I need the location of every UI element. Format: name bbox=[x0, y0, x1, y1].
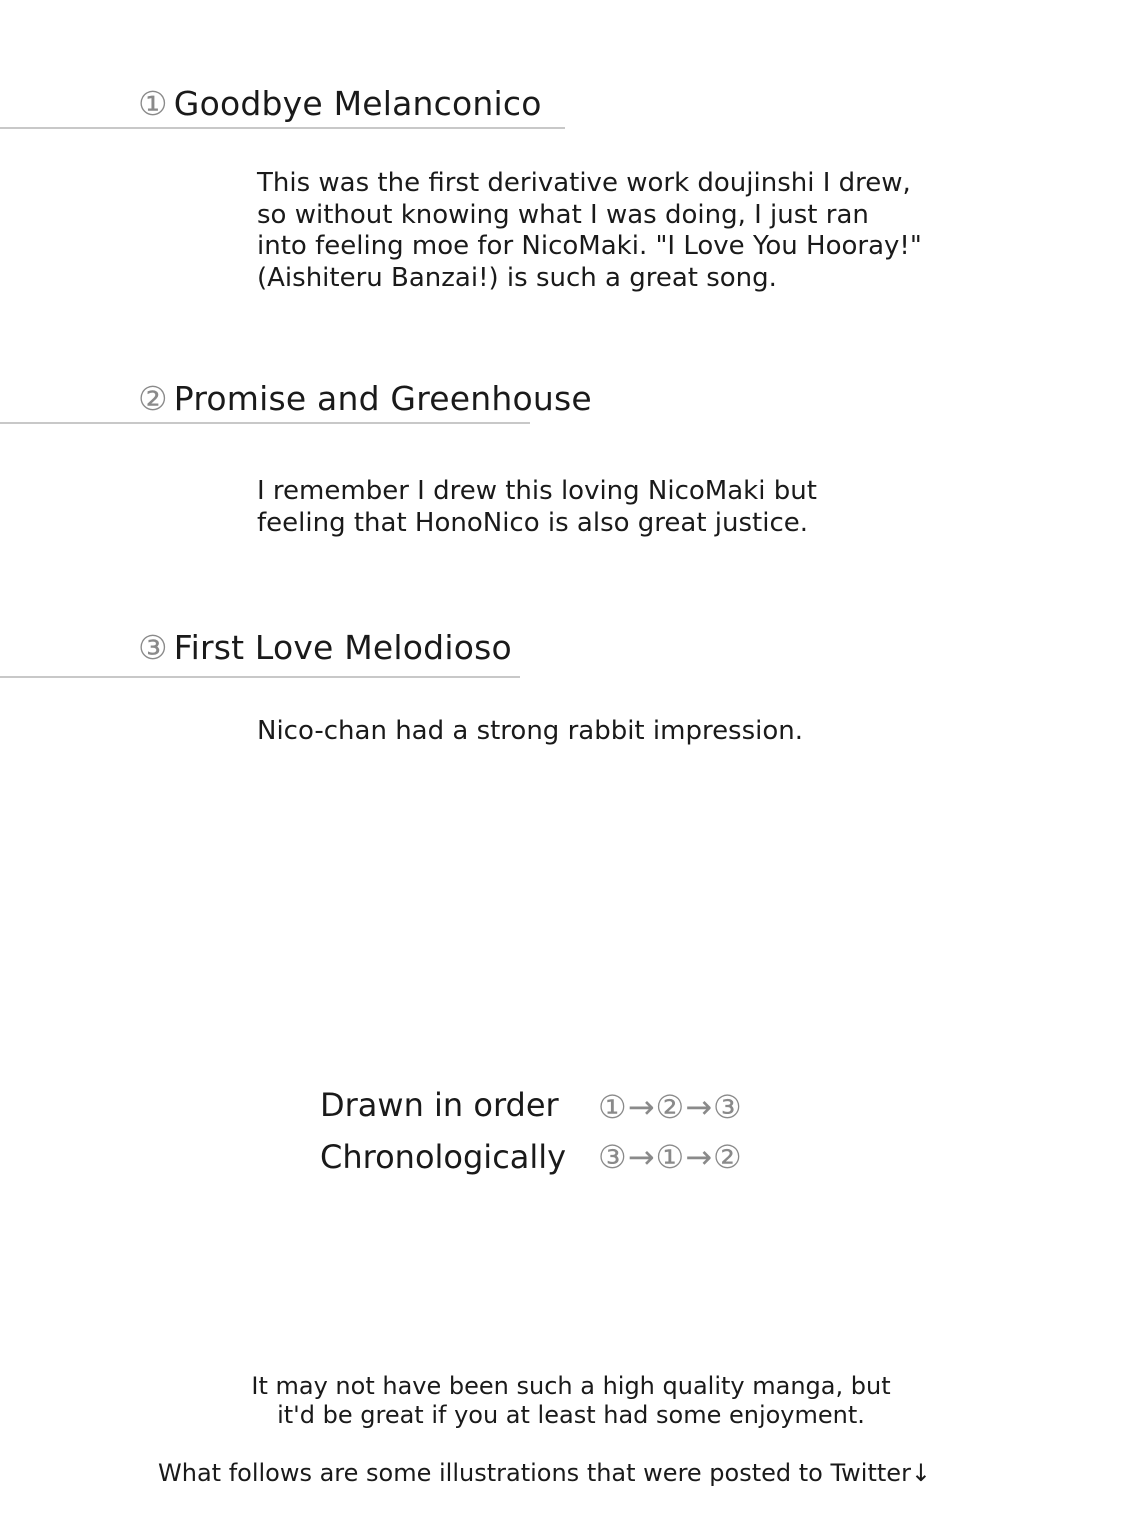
chronological-order-sequence: ③→①→② bbox=[598, 1138, 743, 1176]
section-1-text bbox=[257, 168, 922, 294]
section-1-line: so without knowing what I was doing, I just ran bbox=[257, 199, 869, 230]
section-1-number: ① bbox=[138, 84, 168, 123]
section-3-heading bbox=[138, 628, 512, 668]
section-1-rule bbox=[0, 127, 565, 129]
closing-message bbox=[0, 1372, 1142, 1430]
drawn-order-label: Drawn in order bbox=[320, 1086, 559, 1124]
twitter-illustrations-note: What follows are some illustrations that were posted to Twitter↓ bbox=[158, 1459, 932, 1487]
drawn-order-sequence: ①→②→③ bbox=[598, 1088, 743, 1126]
section-1-title: Goodbye Melanconico bbox=[173, 84, 542, 123]
section-3-line: Nico-chan had a strong rabbit impression. bbox=[257, 716, 804, 746]
section-1-line: This was the first derivative work doujinshi I drew, bbox=[257, 168, 911, 198]
section-2-title: Promise and Greenhouse bbox=[173, 379, 592, 418]
section-3-title: First Love Melodioso bbox=[173, 628, 512, 667]
section-3-text bbox=[257, 716, 803, 748]
section-2-line: feeling that HonoNico is also great justice. bbox=[257, 507, 809, 538]
section-2-text bbox=[257, 476, 817, 539]
closing-line: It may not have been such a high quality manga, but bbox=[251, 1372, 891, 1400]
section-1-line: into feeling moe for NicoMaki. "I Love You Hooray!" bbox=[257, 231, 922, 261]
section-1-line: (Aishiteru Banzai!) is such a great song. bbox=[257, 262, 777, 293]
closing-line: it'd be great if you at least had some enjoyment. bbox=[277, 1401, 865, 1429]
section-1-heading bbox=[138, 84, 542, 124]
section-2-line: I remember I drew this loving NicoMaki but bbox=[257, 476, 817, 506]
section-3-number: ③ bbox=[138, 628, 168, 667]
chronological-order-label: Chronologically bbox=[320, 1138, 567, 1176]
section-3-rule bbox=[0, 676, 520, 678]
section-2-rule bbox=[0, 422, 530, 424]
section-2-heading bbox=[138, 379, 592, 419]
section-2-number: ② bbox=[138, 379, 168, 418]
